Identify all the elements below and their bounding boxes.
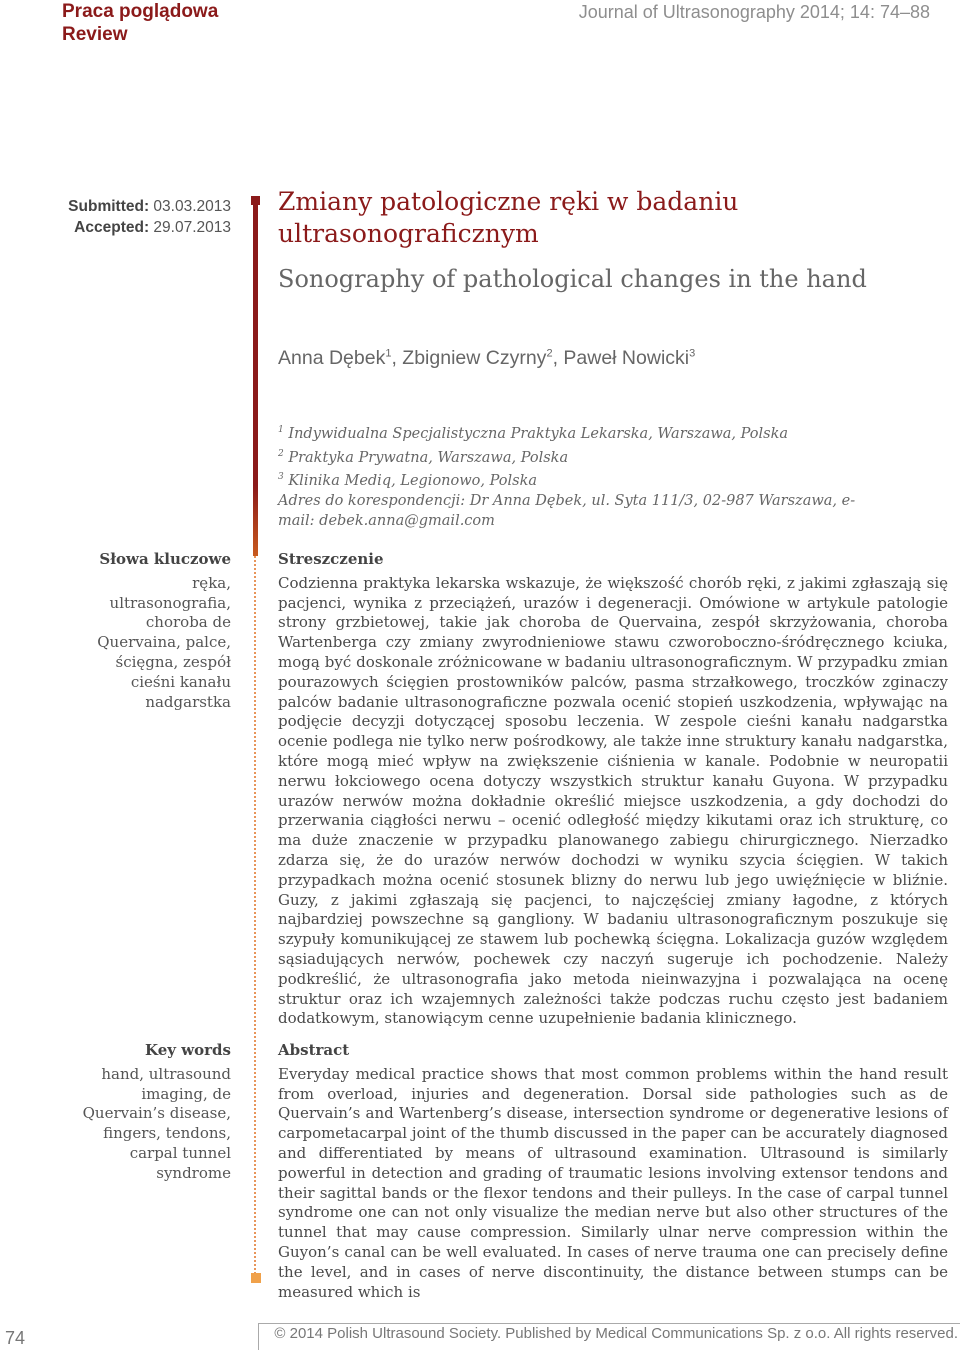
vertical-rule-dark [253,196,258,486]
accepted-date: 29.07.2013 [153,219,231,236]
copyright-notice: © 2014 Polish Ultrasound Society. Published by Medical Communications Sp. z o.o. All rights reserved. [274,1325,958,1342]
submission-dates [0,196,231,238]
affiliations [278,421,878,531]
affiliation-item [278,445,878,469]
author-list: Anna Dębek$^1$, Zbigniew Czyrny$^2$, Paweł Nowicki$^3$ [278,347,696,369]
keywords-polish [0,550,231,712]
keywords-terms: hand, ultrasound imaging, de Quervain’s disease, fingers, tendons, carpal tunnel syndrome [82,1064,231,1182]
abstract-polish [278,550,948,1029]
author-name: Anna Dębek [278,347,386,369]
affiliation-number: 1 [278,425,284,435]
footer-vertical-divider [258,1323,259,1350]
author-affil-ref: 1 [385,347,392,360]
submitted-label: Submitted: [68,198,150,215]
author-name: Zbigniew Czyrny [402,347,547,369]
journal-reference: Journal of Ultrasonography 2014; 14: 74–88 [578,2,930,22]
section-label [62,0,218,46]
affiliation-number: 3 [278,472,284,483]
affiliation-item [278,421,878,445]
title-english: Sonography of pathological changes in the hand [278,265,867,293]
section-label-pl: Praca poglądowa [62,1,219,22]
keywords-english [0,1041,231,1184]
keywords-heading: Słowa kluczowe [99,550,231,568]
page-number: 74 [4,1328,26,1348]
submitted-date: 03.03.2013 [153,198,231,215]
correspondence-address: Adres do korespondencji: Dr Anna Dębek, ul. Syta 111/3, 02-987 Warszawa, e-mail: debek.anna@gmail.com [278,492,856,529]
rule-marker-bottom [251,1273,261,1283]
author-affil-ref: 3 [689,347,696,360]
vertical-rule-dotted [254,556,256,1276]
title-polish: Zmiany patologiczne ręki w badaniu ultrasonograficznym [278,187,739,248]
author-name: Paweł Nowicki [563,347,690,369]
keywords-heading: Key words [145,1041,231,1059]
keywords-terms: ręka, ultrasonografia, choroba de Quervaina, palce, ścięgna, zespół cieśni kanału nadgarstka [97,573,231,711]
abstract-heading: Abstract [278,1041,350,1059]
abstract-text: Codzienna praktyka lekarska wskazuje, że większość chorób ręki, z jakimi zgłaszają się pacjenci, wynika z przeciążeń, urazów i degeneracji. Omówione w artykule patologie strony grzbietowej, takie jak choroba de Quervaina, zespół skrzyżowania, choroba Wartenberga czy zmiany zwyrodnieniowe stawu czworoboczno-śródręcznego kciuka, mogą być doskonale zróżnicowane w badaniu ultrasonograficznym. W przypadku zmian pourazowych ścięgien prostowników palców, pasma strzałkowego, troczków zginaczy palców badanie ultrasonograficzne pozwala ocenić stopień uszkodzenia, wpływając na podjęcie decyzji dotyczącej sposobu leczenia. W zespole cieśni kanału nadgarstka ocenie podlega nie tylko nerw pośrodkowy, ale także inne struktury kanału nadgarstka, które mogą mieć wpływ na zwiększenie ciśnienia w kanale. Podobnie w neuropatii nerwu łokciowego ocena dotyczy wszystkich struktur kanału Guyona. W przypadku urazów nerwów można dokładnie określić miejsce uszkodzenia, a gdy dochodzi do przerwania ciągłości nerwu – ocenić odległość między kikutami oraz ich strukturę, co ma duże znaczenie w przypadku planowanego zabiegu chirurgicznego. Nierzadko zdarza się, że do urazów nerwów dochodzi w wyniku szycia ścięgien. W takich przypadkach można ocenić stosunek blizny do nerwu lub jego uwięźnięcie w bliźnie. Guzy, z jakimi zgłaszają się pacjenci, to najczęściej zmiany łagodne, z których najbardziej powszechne są gangliony. W badaniu ultrasonograficznym poszukuje się szypuły komunikującej ze stawem lub pochewką ścięgna. Lokalizacja guzów względem sąsiadujących nerwów, pochewek czy naczyń sugeruje ich pochodzenie. Należy podkreślić, że ultrasonografia jako metoda nieinwazyjna i pozwalająca na ocenę struktur oraz ich wzajemnych zależności także podczas ruchu często jest badaniem dodatkowym, stanowiącym cenne uzupełnienie badania klinicznego. [278,573,948,1028]
vertical-rule-gradient [253,486,258,556]
accepted-label: Accepted: [74,219,150,236]
section-label-en: Review [62,24,128,45]
affiliation-text: Praktyka Prywatna, Warszawa, Polska [288,449,569,466]
footer-divider [258,1323,960,1324]
author-affil-ref: 2 [546,347,553,360]
abstract-text: Everyday medical practice shows that most common problems within the hand result from overload, injuries and degeneration. Dorsal side pathologies such as de Quervain’s and Wartenberg’s disease, intersection syndrome or degenerative lesions of carpometacarpal joint of the thumb discussed in the paper can be accurately diagnosed and differentiated by means of ultrasound examination. Ultrasound is similarly powerful in detection and grading of traumatic lesions involving extensor tendons and their sagittal bands or the flexor tendons and their pulleys. In the case of carpal tunnel syndrome one can not only visualize the median nerve but also other structures of the tunnel that may cause compression. Similarly ulnar nerve compression within the Guyon’s canal can be well evaluated. In cases of nerve trauma one can precisely define the level, and in cases of nerve discontinuity, the distance between stumps can be measured which is [278,1064,948,1301]
affiliation-text: Klinika Mediq, Legionowo, Polska [288,473,538,490]
affiliation-item [278,468,878,492]
affiliation-text: Indywidualna Specjalistyczna Praktyka Lekarska, Warszawa, Polska [288,425,789,442]
abstract-heading: Streszczenie [278,550,384,568]
affiliation-number: 2 [278,448,284,459]
abstract-english [278,1041,948,1302]
